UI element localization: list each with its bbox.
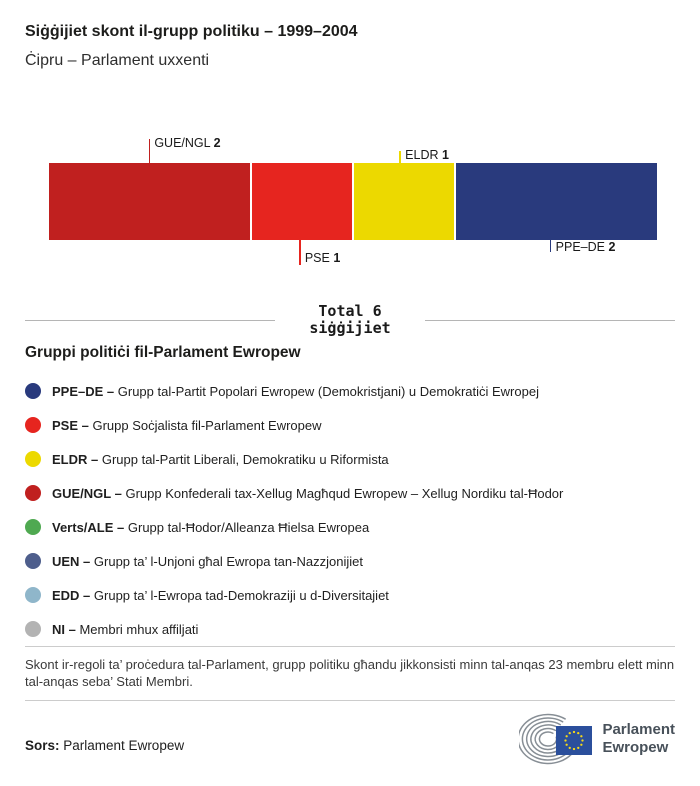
logo-wordmark (602, 721, 675, 757)
total-divider (25, 303, 675, 337)
seats-bar-chart (49, 135, 651, 270)
legend-text-pse: PSE – Grupp Soċjalista fil-Parlament Ewropew (52, 417, 322, 433)
legend-heading: Gruppi politiċi fil-Parlament Ewropew (25, 344, 301, 361)
legend-item-ppe-de (25, 374, 675, 408)
total-line-1: Total 6 (318, 302, 382, 320)
legend-text-verts-ale: Verts/ALE – Grupp tal-Ħodor/Alleanza Ħielsa Ewropea (52, 519, 370, 535)
tick-label-eldr: ELDR 1 (405, 148, 449, 162)
legend-text-ppe-de: PPE–DE – Grupp tal-Partit Popolari Ewropew (Demokristjani) u Demokratiċi Ewropej (52, 383, 539, 399)
footer (25, 710, 675, 766)
source-line (25, 738, 184, 753)
legend-text-edd: EDD – Grupp ta’ l-Ewropa tad-Demokraziji u d-Diversitajiet (52, 587, 389, 603)
total-seats-label (275, 303, 425, 337)
hemicycle-flag-icon (519, 712, 595, 766)
bar-segment-pse (252, 163, 352, 240)
legend-item-ni (25, 612, 675, 646)
legend-text-eldr: ELDR – Grupp tal-Partit Liberali, Demokratiku u Riformista (52, 451, 389, 467)
legend-dot-pse (25, 417, 41, 433)
page-title: Siġġijiet skont il-grupp politiku – 1999–2004 (25, 23, 358, 40)
legend-dot-gue-ngl (25, 485, 41, 501)
legend-dot-ni (25, 621, 41, 637)
legend-item-edd (25, 578, 675, 612)
bar-segment-ppe-de (456, 163, 657, 240)
footnote-divider-top (25, 646, 675, 647)
tick-label-pse: PSE 1 (304, 251, 341, 265)
legend-dot-edd (25, 587, 41, 603)
stacked-bar (49, 163, 651, 240)
source-label: Sors: (25, 738, 60, 753)
footnote-divider-bottom (25, 700, 675, 701)
legend-item-eldr (25, 442, 675, 476)
bar-segment-gue-ngl (49, 163, 250, 240)
source-value: Parlament Ewropew (63, 738, 185, 753)
legend-list (25, 374, 675, 646)
tick-line-eldr (399, 151, 401, 163)
legend-dot-eldr (25, 451, 41, 467)
legend-dot-ppe-de (25, 383, 41, 399)
footnote-text: Skont ir-regoli ta’ proċedura tal-Parlament, grupp politiku għandu jikkonsisti minn tal-anqas 23 membru elett minn tal-anqas seba’ Stati Membri. (25, 657, 675, 689)
tick-label-ppe-de: PPE–DE 2 (555, 240, 616, 254)
legend-item-uen (25, 544, 675, 578)
total-line-2: siġġijiet (309, 319, 391, 337)
tick-line-gue-ngl (149, 139, 151, 163)
parliament-logo (519, 712, 675, 766)
logo-line-1: Parlament (602, 721, 675, 738)
divider-line-right (425, 320, 675, 321)
legend-text-ni: NI – Membri mhux affiljati (52, 621, 199, 637)
legend-text-gue-ngl: GUE/NGL – Grupp Konfederali tax-Xellug Magħqud Ewropew – Xellug Nordiku tal-Ħodor (52, 485, 564, 501)
legend-item-gue-ngl (25, 476, 675, 510)
legend-item-pse (25, 408, 675, 442)
tick-label-gue-ngl: GUE/NGL 2 (154, 136, 221, 150)
logo-line-2: Ewropew (602, 739, 669, 756)
legend-dot-uen (25, 553, 41, 569)
legend-item-verts-ale (25, 510, 675, 544)
page-subtitle: Ċipru – Parlament uxxenti (25, 52, 210, 69)
divider-line-left (25, 320, 275, 321)
tick-line-ppe-de (550, 240, 552, 252)
tick-line-pse (299, 240, 301, 265)
legend-dot-verts-ale (25, 519, 41, 535)
bar-segment-eldr (354, 163, 454, 240)
legend-text-uen: UEN – Grupp ta’ l-Unjoni għal Ewropa tan-Nazzjonijiet (52, 553, 363, 569)
